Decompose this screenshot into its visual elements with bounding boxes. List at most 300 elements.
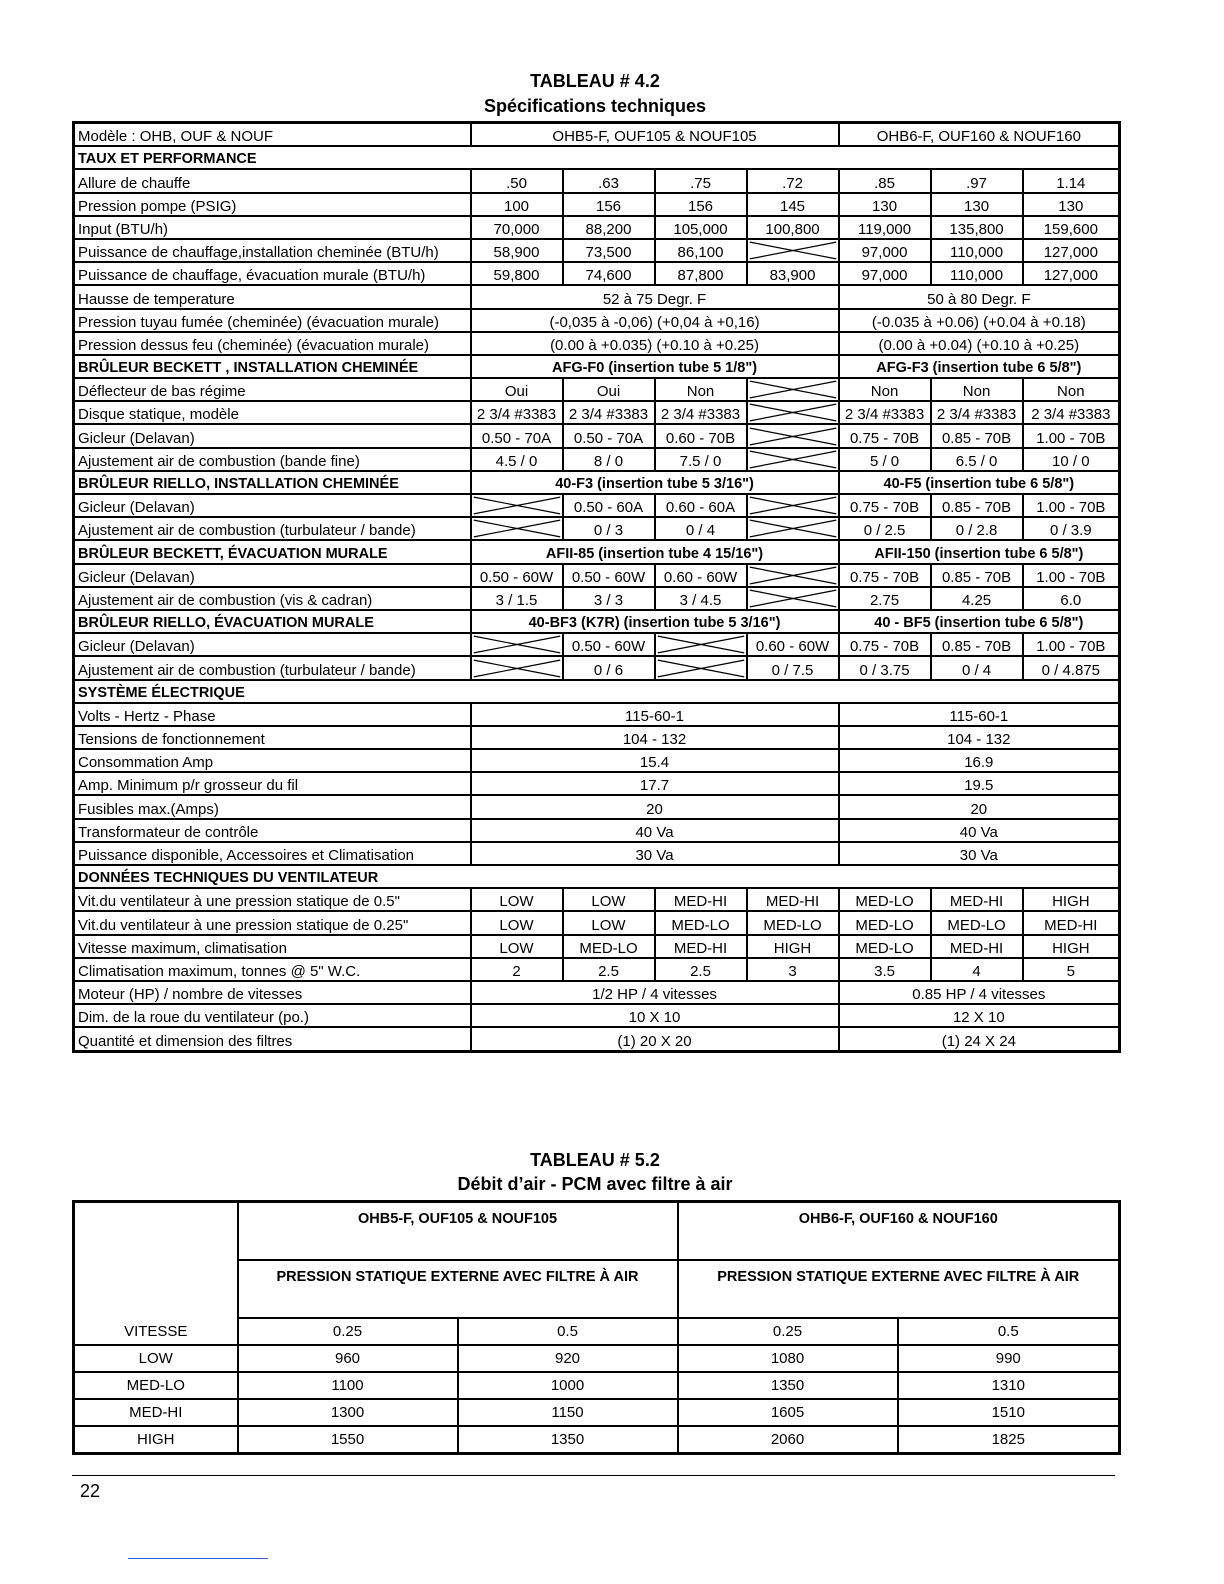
not-applicable-cell xyxy=(747,517,839,540)
spec-value: 0 / 3.9 xyxy=(1023,517,1120,540)
spec-value-group-2: (-0.035 à +0.06) (+0.04 à +0.18) xyxy=(839,309,1120,332)
spec-value: HIGH xyxy=(1023,888,1120,911)
spec-value: MED-HI xyxy=(931,935,1023,958)
crossed-out-icon xyxy=(748,518,838,539)
spec-value: MED-LO xyxy=(747,911,839,934)
spec-value-group-1: (0.00 à +0.035) (+0.10 à +0.25) xyxy=(471,332,839,355)
spec-value-group-1: 17.7 xyxy=(471,772,839,795)
crossed-out-icon xyxy=(748,379,838,400)
airflow-value: 1080 xyxy=(678,1345,898,1372)
spec-row xyxy=(74,193,1120,216)
airflow-speed: MED-LO xyxy=(74,1372,238,1399)
spec-value: 135,800 xyxy=(931,216,1023,239)
airflow-value: 1000 xyxy=(458,1372,678,1399)
spec-value: 3 xyxy=(747,958,839,981)
spec-row xyxy=(74,935,1120,958)
spec-value: 0.50 - 70A xyxy=(563,424,655,447)
spec-value: 74,600 xyxy=(563,262,655,285)
not-applicable-cell xyxy=(747,564,839,587)
spec-value: HIGH xyxy=(1023,935,1120,958)
spec-value: 87,800 xyxy=(655,262,747,285)
airflow-pressure: 0.5 xyxy=(458,1318,678,1345)
spec-value-group-2: 12 X 10 xyxy=(839,1004,1120,1027)
spec-row xyxy=(74,494,1120,517)
airflow-value: 1100 xyxy=(238,1372,458,1399)
spec-value: MED-LO xyxy=(839,935,931,958)
spec-value: 156 xyxy=(655,193,747,216)
spec-value-group-1: 104 - 132 xyxy=(471,726,839,749)
burner-header-row xyxy=(74,610,1120,633)
spec-value: 0 / 2.8 xyxy=(931,517,1023,540)
spec-value: 0 / 3.75 xyxy=(839,656,931,679)
spec-value: 5 xyxy=(1023,958,1120,981)
burner-title: BRÛLEUR BECKETT, ÉVACUATION MURALE xyxy=(74,540,471,563)
spec-row xyxy=(74,888,1120,911)
airflow-value: 1300 xyxy=(238,1399,458,1426)
crossed-out-icon xyxy=(656,634,746,655)
spec-value: MED-LO xyxy=(839,888,931,911)
spec-row-label: Input (BTU/h) xyxy=(74,216,471,239)
airflow-value: 2060 xyxy=(678,1426,898,1454)
spec-value: LOW xyxy=(471,888,563,911)
spec-row-label: Ajustement air de combustion (bande fine) xyxy=(74,448,471,471)
burner-model-group-1: 40-F3 (insertion tube 5 3/16") xyxy=(471,471,839,494)
spec-value: 5 / 0 xyxy=(839,448,931,471)
not-applicable-cell xyxy=(471,656,563,679)
burner-model-group-1: 40-BF3 (K7R) (insertion tube 5 3/16") xyxy=(471,610,839,633)
table-4-2-subtitle: Spécifications techniques xyxy=(483,96,707,116)
spec-row xyxy=(74,262,1120,285)
spec-value: 0.75 - 70B xyxy=(839,494,931,517)
spec-row xyxy=(74,216,1120,239)
spec-row xyxy=(74,564,1120,587)
spec-row-label: Disque statique, modèle xyxy=(74,401,471,424)
spec-value: 0.50 - 70A xyxy=(471,424,563,447)
spec-value: .50 xyxy=(471,169,563,192)
spec-row-label: Fusibles max.(Amps) xyxy=(74,795,471,818)
spec-row-label: Puissance de chauffage,installation cheminée (BTU/h) xyxy=(74,239,471,262)
not-applicable-cell xyxy=(471,633,563,656)
spec-value: 2 xyxy=(471,958,563,981)
spec-value: 2 3/4 #3383 xyxy=(931,401,1023,424)
spec-value: 130 xyxy=(1023,193,1120,216)
spec-row-label: Amp. Minimum p/r grosseur du fil xyxy=(74,772,471,795)
spec-value: 97,000 xyxy=(839,262,931,285)
spec-value: 0 / 6 xyxy=(563,656,655,679)
not-applicable-cell xyxy=(655,633,747,656)
airflow-pressure-header-2: PRESSION STATIQUE EXTERNE AVEC FILTRE À AIR xyxy=(678,1260,1120,1318)
burner-model-group-2: AFII-150 (insertion tube 6 5/8") xyxy=(839,540,1120,563)
spec-value-group-1: (1) 20 X 20 xyxy=(471,1027,839,1051)
spec-value-group-2: 20 xyxy=(839,795,1120,818)
table-5-2-subtitle: Débit d’air - PCM avec filtre à air xyxy=(457,1174,733,1194)
spec-value: .72 xyxy=(747,169,839,192)
spec-value: 73,500 xyxy=(563,239,655,262)
spec-row xyxy=(74,772,1120,795)
spec-value: 3 / 1.5 xyxy=(471,587,563,610)
spec-value: MED-HI xyxy=(655,888,747,911)
not-applicable-cell xyxy=(747,401,839,424)
spec-row-label: Ajustement air de combustion (turbulateur / bande) xyxy=(74,656,471,679)
spec-value: 0.50 - 60A xyxy=(563,494,655,517)
airflow-value: 1510 xyxy=(898,1399,1120,1426)
spec-value: 100,800 xyxy=(747,216,839,239)
spec-row xyxy=(74,656,1120,679)
spec-value-group-2: 40 Va xyxy=(839,819,1120,842)
spec-value: 4.5 / 0 xyxy=(471,448,563,471)
spec-value: .97 xyxy=(931,169,1023,192)
spec-value: 130 xyxy=(931,193,1023,216)
spec-value: Non xyxy=(931,378,1023,401)
spec-value-group-1: (-0,035 à -0,06) (+0,04 à +0,16) xyxy=(471,309,839,332)
spec-value-group-2: 0.85 HP / 4 vitesses xyxy=(839,981,1120,1004)
burner-title: BRÛLEUR BECKETT , INSTALLATION CHEMINÉE xyxy=(74,355,471,378)
spec-row-label: Vitesse maximum, climatisation xyxy=(74,935,471,958)
section-row xyxy=(74,865,1120,888)
spec-row xyxy=(74,842,1120,865)
airflow-corner xyxy=(74,1202,238,1319)
spec-value: 0.75 - 70B xyxy=(839,633,931,656)
airflow-table xyxy=(72,1200,1121,1455)
spec-row-label: Gicleur (Delavan) xyxy=(74,564,471,587)
spec-row-label: Climatisation maximum, tonnes @ 5" W.C. xyxy=(74,958,471,981)
spec-value: 110,000 xyxy=(931,262,1023,285)
model-label: Modèle : OHB, OUF & NOUF xyxy=(74,123,471,147)
spec-row-label: Gicleur (Delavan) xyxy=(74,424,471,447)
spec-value: 0.60 - 60A xyxy=(655,494,747,517)
airflow-pressure: 0.25 xyxy=(238,1318,458,1345)
not-applicable-cell xyxy=(747,239,839,262)
airflow-group-2: OHB6-F, OUF160 & NOUF160 xyxy=(678,1202,1120,1261)
spec-value: 0 / 2.5 xyxy=(839,517,931,540)
spec-value: LOW xyxy=(563,911,655,934)
airflow-value: 1150 xyxy=(458,1399,678,1426)
spec-value: 0 / 7.5 xyxy=(747,656,839,679)
spec-row xyxy=(74,795,1120,818)
model-header-row xyxy=(74,123,1120,147)
crossed-out-icon xyxy=(472,495,562,516)
not-applicable-cell xyxy=(655,656,747,679)
table-5-2-title: TABLEAU # 5.2 xyxy=(530,1150,660,1170)
spec-value: 70,000 xyxy=(471,216,563,239)
spec-value: 88,200 xyxy=(563,216,655,239)
burner-header-row xyxy=(74,355,1120,378)
table-4-2-title: TABLEAU # 4.2 xyxy=(530,71,660,91)
footer-rule xyxy=(72,1475,1115,1476)
spec-row xyxy=(74,285,1120,308)
airflow-speed: HIGH xyxy=(74,1426,238,1454)
spec-row-label: Tensions de fonctionnement xyxy=(74,726,471,749)
spec-value: 0.85 - 70B xyxy=(931,494,1023,517)
section-ventilateur: DONNÉES TECHNIQUES DU VENTILATEUR xyxy=(74,865,1120,888)
spec-value: MED-LO xyxy=(655,911,747,934)
spec-value: 97,000 xyxy=(839,239,931,262)
spec-value: MED-LO xyxy=(931,911,1023,934)
spec-value: 3 / 4.5 xyxy=(655,587,747,610)
section-row xyxy=(74,146,1120,169)
airflow-row xyxy=(74,1399,1120,1426)
spec-value: 3 / 3 xyxy=(563,587,655,610)
spec-value: 2 3/4 #3383 xyxy=(471,401,563,424)
spec-value-group-1: 10 X 10 xyxy=(471,1004,839,1027)
spec-value: 0 / 4.875 xyxy=(1023,656,1120,679)
spec-value: 0.50 - 60W xyxy=(563,633,655,656)
spec-value: 2 3/4 #3383 xyxy=(839,401,931,424)
crossed-out-icon xyxy=(656,658,746,679)
spec-row-label: Transformateur de contrôle xyxy=(74,819,471,842)
spec-value: 130 xyxy=(839,193,931,216)
spec-value: 0.60 - 60W xyxy=(747,633,839,656)
burner-title: BRÛLEUR RIELLO, ÉVACUATION MURALE xyxy=(74,610,471,633)
not-applicable-cell xyxy=(747,378,839,401)
spec-value: 0.75 - 70B xyxy=(839,424,931,447)
link-underline xyxy=(128,1558,268,1559)
spec-value: 1.00 - 70B xyxy=(1023,494,1120,517)
spec-row xyxy=(74,726,1120,749)
airflow-value: 920 xyxy=(458,1345,678,1372)
spec-row xyxy=(74,1004,1120,1027)
spec-value: .63 xyxy=(563,169,655,192)
spec-row-label: Allure de chauffe xyxy=(74,169,471,192)
spec-value-group-1: 1/2 HP / 4 vitesses xyxy=(471,981,839,1004)
spec-value: .85 xyxy=(839,169,931,192)
spec-value: 10 / 0 xyxy=(1023,448,1120,471)
not-applicable-cell xyxy=(471,517,563,540)
crossed-out-icon xyxy=(748,449,838,470)
spec-value: LOW xyxy=(563,888,655,911)
spec-row xyxy=(74,958,1120,981)
spec-row xyxy=(74,819,1120,842)
spec-row-label: Pression dessus feu (cheminée) (évacuation murale) xyxy=(74,332,471,355)
spec-row xyxy=(74,587,1120,610)
spec-row xyxy=(74,424,1120,447)
spec-value: MED-LO xyxy=(839,911,931,934)
spec-value: 2.5 xyxy=(655,958,747,981)
spec-value: 1.00 - 70B xyxy=(1023,424,1120,447)
section-row xyxy=(74,680,1120,703)
burner-model-group-2: 40-F5 (insertion tube 6 5/8") xyxy=(839,471,1120,494)
spec-row xyxy=(74,448,1120,471)
spec-value: MED-LO xyxy=(563,935,655,958)
spec-row xyxy=(74,401,1120,424)
airflow-speed: MED-HI xyxy=(74,1399,238,1426)
spec-value: 6.5 / 0 xyxy=(931,448,1023,471)
spec-row xyxy=(74,703,1120,726)
spec-row-label: Dim. de la roue du ventilateur (po.) xyxy=(74,1004,471,1027)
airflow-row xyxy=(74,1426,1120,1454)
burner-model-group-2: 40 - BF5 (insertion tube 6 5/8") xyxy=(839,610,1120,633)
airflow-value: 990 xyxy=(898,1345,1120,1372)
not-applicable-cell xyxy=(747,424,839,447)
airflow-value: 960 xyxy=(238,1345,458,1372)
spec-value: 1.00 - 70B xyxy=(1023,633,1120,656)
spec-value: 2 3/4 #3383 xyxy=(1023,401,1120,424)
spec-value-group-1: 40 Va xyxy=(471,819,839,842)
not-applicable-cell xyxy=(747,587,839,610)
burner-model-group-1: AFII-85 (insertion tube 4 15/16") xyxy=(471,540,839,563)
spec-row-label: Vit.du ventilateur à une pression statique de 0.5" xyxy=(74,888,471,911)
spec-value: 156 xyxy=(563,193,655,216)
spec-value: 100 xyxy=(471,193,563,216)
airflow-row xyxy=(74,1372,1120,1399)
airflow-speed: LOW xyxy=(74,1345,238,1372)
spec-row-label: Pression pompe (PSIG) xyxy=(74,193,471,216)
burner-header-row xyxy=(74,540,1120,563)
spec-value-group-2: (0.00 à +0.04) (+0.10 à +0.25) xyxy=(839,332,1120,355)
spec-value: 0.50 - 60W xyxy=(471,564,563,587)
airflow-value: 1550 xyxy=(238,1426,458,1454)
spec-value: LOW xyxy=(471,911,563,934)
spec-table xyxy=(72,121,1121,1053)
spec-value: MED-HI xyxy=(1023,911,1120,934)
spec-value: 0 / 4 xyxy=(655,517,747,540)
spec-value: 105,000 xyxy=(655,216,747,239)
crossed-out-icon xyxy=(472,658,562,679)
spec-value: 1.00 - 70B xyxy=(1023,564,1120,587)
spec-value: 0.85 - 70B xyxy=(931,633,1023,656)
spec-value: 110,000 xyxy=(931,239,1023,262)
airflow-value: 1825 xyxy=(898,1426,1120,1454)
spec-value: 6.0 xyxy=(1023,587,1120,610)
airflow-value: 1350 xyxy=(458,1426,678,1454)
spec-value: Non xyxy=(1023,378,1120,401)
spec-value: 0.85 - 70B xyxy=(931,564,1023,587)
spec-value: .75 xyxy=(655,169,747,192)
airflow-group-1: OHB5-F, OUF105 & NOUF105 xyxy=(238,1202,678,1261)
model-group-2: OHB6-F, OUF160 & NOUF160 xyxy=(839,123,1120,147)
spec-row-label: Déflecteur de bas régime xyxy=(74,378,471,401)
spec-value: 2.75 xyxy=(839,587,931,610)
spec-value: 0.60 - 60W xyxy=(655,564,747,587)
spec-row-label: Pression tuyau fumée (cheminée) (évacuation murale) xyxy=(74,309,471,332)
spec-value: MED-HI xyxy=(931,888,1023,911)
section-taux-performance: TAUX ET PERFORMANCE xyxy=(74,146,1120,169)
spec-value-group-1: 52 à 75 Degr. F xyxy=(471,285,839,308)
model-group-1: OHB5-F, OUF105 & NOUF105 xyxy=(471,123,839,147)
spec-row-label: Gicleur (Delavan) xyxy=(74,633,471,656)
burner-header-row xyxy=(74,471,1120,494)
spec-row-label: Gicleur (Delavan) xyxy=(74,494,471,517)
spec-value-group-2: 50 à 80 Degr. F xyxy=(839,285,1120,308)
airflow-value: 1310 xyxy=(898,1372,1120,1399)
airflow-speed-header: VITESSE xyxy=(74,1318,238,1345)
crossed-out-icon xyxy=(748,402,838,423)
spec-value: 2.5 xyxy=(563,958,655,981)
spec-value-group-1: 30 Va xyxy=(471,842,839,865)
spec-value: Oui xyxy=(563,378,655,401)
spec-row-label: Consommation Amp xyxy=(74,749,471,772)
spec-value-group-1: 115-60-1 xyxy=(471,703,839,726)
spec-value: 0 / 3 xyxy=(563,517,655,540)
spec-row-label: Volts - Hertz - Phase xyxy=(74,703,471,726)
spec-value: 0.75 - 70B xyxy=(839,564,931,587)
burner-model-group-2: AFG-F3 (insertion tube 6 5/8") xyxy=(839,355,1120,378)
spec-row-label: Puissance de chauffage, évacuation murale (BTU/h) xyxy=(74,262,471,285)
airflow-pressure: 0.5 xyxy=(898,1318,1120,1345)
section-systeme-electrique: SYSTÈME ÉLECTRIQUE xyxy=(74,680,1120,703)
spec-row xyxy=(74,239,1120,262)
spec-value: Oui xyxy=(471,378,563,401)
spec-row xyxy=(74,309,1120,332)
spec-value: Non xyxy=(839,378,931,401)
spec-row-label: Moteur (HP) / nombre de vitesses xyxy=(74,981,471,1004)
spec-value-group-2: 104 - 132 xyxy=(839,726,1120,749)
spec-value-group-1: 20 xyxy=(471,795,839,818)
airflow-value: 1350 xyxy=(678,1372,898,1399)
spec-row-label: Ajustement air de combustion (turbulateur / bande) xyxy=(74,517,471,540)
crossed-out-icon xyxy=(472,518,562,539)
spec-value: HIGH xyxy=(747,935,839,958)
spec-value: 2 3/4 #3383 xyxy=(563,401,655,424)
spec-value: 127,000 xyxy=(1023,262,1120,285)
spec-value: MED-HI xyxy=(747,888,839,911)
spec-row-label: Hausse de temperature xyxy=(74,285,471,308)
airflow-pressure: 0.25 xyxy=(678,1318,898,1345)
spec-row xyxy=(74,378,1120,401)
airflow-value: 1605 xyxy=(678,1399,898,1426)
spec-row xyxy=(74,911,1120,934)
spec-row xyxy=(74,332,1120,355)
spec-value: 1.14 xyxy=(1023,169,1120,192)
spec-value-group-2: 19.5 xyxy=(839,772,1120,795)
crossed-out-icon xyxy=(472,634,562,655)
spec-value: Non xyxy=(655,378,747,401)
crossed-out-icon xyxy=(748,565,838,586)
spec-value: 127,000 xyxy=(1023,239,1120,262)
spec-row xyxy=(74,1027,1120,1051)
spec-value-group-2: 115-60-1 xyxy=(839,703,1120,726)
spec-value: 145 xyxy=(747,193,839,216)
spec-row-label: Ajustement air de combustion (vis & cadran) xyxy=(74,587,471,610)
spec-value: 2 3/4 #3383 xyxy=(655,401,747,424)
crossed-out-icon xyxy=(748,495,838,516)
spec-value: 3.5 xyxy=(839,958,931,981)
spec-value: 0.85 - 70B xyxy=(931,424,1023,447)
spec-value: MED-HI xyxy=(655,935,747,958)
spec-row-label: Vit.du ventilateur à une pression statique de 0.25" xyxy=(74,911,471,934)
spec-value: LOW xyxy=(471,935,563,958)
spec-value: 59,800 xyxy=(471,262,563,285)
airflow-row xyxy=(74,1345,1120,1372)
spec-row xyxy=(74,981,1120,1004)
crossed-out-icon xyxy=(748,240,838,261)
spec-value-group-1: 15.4 xyxy=(471,749,839,772)
crossed-out-icon xyxy=(748,588,838,609)
burner-title: BRÛLEUR RIELLO, INSTALLATION CHEMINÉE xyxy=(74,471,471,494)
spec-row-label: Puissance disponible, Accessoires et Climatisation xyxy=(74,842,471,865)
spec-value: 0 / 4 xyxy=(931,656,1023,679)
spec-value-group-2: (1) 24 X 24 xyxy=(839,1027,1120,1051)
spec-value-group-2: 16.9 xyxy=(839,749,1120,772)
spec-value: 159,600 xyxy=(1023,216,1120,239)
spec-value: 58,900 xyxy=(471,239,563,262)
spec-row xyxy=(74,169,1120,192)
spec-value: 119,000 xyxy=(839,216,931,239)
spec-value-group-2: 30 Va xyxy=(839,842,1120,865)
spec-value: 0.60 - 70B xyxy=(655,424,747,447)
not-applicable-cell xyxy=(747,448,839,471)
burner-model-group-1: AFG-F0 (insertion tube 5 1/8") xyxy=(471,355,839,378)
spec-value: 4.25 xyxy=(931,587,1023,610)
spec-row xyxy=(74,517,1120,540)
not-applicable-cell xyxy=(471,494,563,517)
page-number: 22 xyxy=(80,1481,101,1501)
airflow-pressure-header-1: PRESSION STATIQUE EXTERNE AVEC FILTRE À AIR xyxy=(238,1260,678,1318)
spec-value: 83,900 xyxy=(747,262,839,285)
spec-value: 4 xyxy=(931,958,1023,981)
crossed-out-icon xyxy=(748,426,838,447)
not-applicable-cell xyxy=(747,494,839,517)
